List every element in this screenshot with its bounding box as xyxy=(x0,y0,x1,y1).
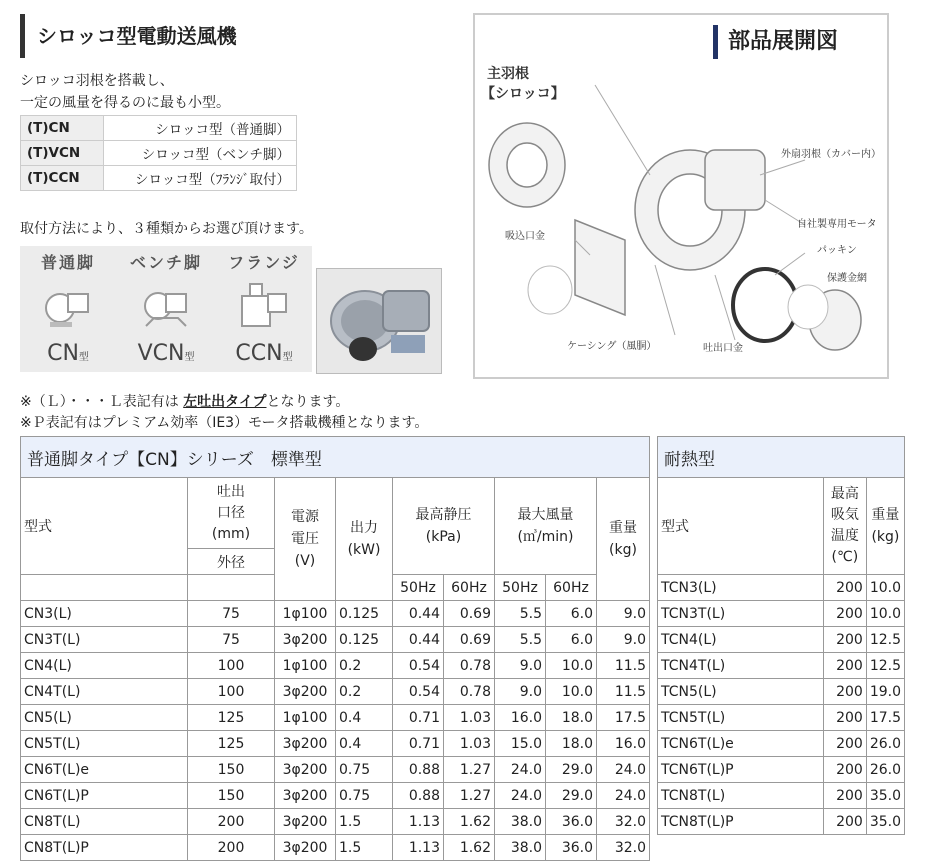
mount-code: VCN型 xyxy=(137,341,195,366)
col-model-spacer xyxy=(21,575,188,601)
spec-row xyxy=(21,835,650,861)
spec-row xyxy=(21,705,650,731)
guard-mesh-label: 保護金網 xyxy=(827,273,867,284)
cell-model: CN5(L) xyxy=(21,705,188,731)
fan-standard-leg-icon xyxy=(44,282,92,330)
cell-flow-60hz: 18.0 xyxy=(546,705,597,731)
cell-flow-50hz: 9.0 xyxy=(495,653,546,679)
cell-flow-50hz: 5.5 xyxy=(495,627,546,653)
col-weight: 重量 (kg) xyxy=(597,478,650,601)
mount-code: CCN型 xyxy=(235,341,293,366)
cell-pressure-60hz: 0.69 xyxy=(444,601,495,627)
cell-power: 1.5 xyxy=(336,835,393,861)
spec-row xyxy=(21,809,650,835)
cell-power: 1.5 xyxy=(336,809,393,835)
cell-flow-50hz: 24.0 xyxy=(495,757,546,783)
cell-voltage: 1φ100 xyxy=(275,705,336,731)
cell-flow-60hz: 10.0 xyxy=(546,653,597,679)
heat-cell-temp: 200 xyxy=(823,731,866,757)
cell-power: 0.125 xyxy=(336,627,393,653)
cell-weight: 32.0 xyxy=(597,835,650,861)
col-pressure: 最高静圧 (kPa) xyxy=(393,478,495,575)
cell-voltage: 3φ200 xyxy=(275,835,336,861)
cell-outlet: 125 xyxy=(188,731,275,757)
cell-voltage: 3φ200 xyxy=(275,627,336,653)
cell-flow-60hz: 6.0 xyxy=(546,627,597,653)
type-row xyxy=(21,141,297,166)
heat-cell-model: TCN3(L) xyxy=(658,575,824,601)
cell-flow-60hz: 29.0 xyxy=(546,757,597,783)
heat-row xyxy=(658,653,905,679)
spec-row xyxy=(21,757,650,783)
cell-flow-50hz: 38.0 xyxy=(495,809,546,835)
cell-weight: 17.5 xyxy=(597,705,650,731)
spec-row xyxy=(21,601,650,627)
heat-row xyxy=(658,575,905,601)
heat-cell-weight: 35.0 xyxy=(866,809,904,835)
heat-cell-weight: 26.0 xyxy=(866,731,904,757)
heat-cell-model: TCN6T(L)P xyxy=(658,757,824,783)
cell-power: 0.2 xyxy=(336,653,393,679)
left-outlet-link[interactable]: 左吐出タイプ xyxy=(183,394,267,410)
blower-photo-icon xyxy=(317,269,441,373)
heat-row xyxy=(658,601,905,627)
cell-pressure-60hz: 0.69 xyxy=(444,627,495,653)
col-outlet: 吐出 口径 (mm) xyxy=(188,478,275,549)
heat-cell-model: TCN5(L) xyxy=(658,679,824,705)
cell-power: 0.4 xyxy=(336,705,393,731)
cell-pressure-50hz: 0.88 xyxy=(393,783,444,809)
fan-flange-icon xyxy=(240,282,288,330)
note-premium: ※Ｐ表記有はプレミアム効率（IE3）モータ搭載機種となります。 xyxy=(20,415,429,431)
cell-outlet: 100 xyxy=(188,653,275,679)
cell-power: 0.2 xyxy=(336,679,393,705)
spec-table-title: 普通脚タイプ【CN】シリーズ 標準型 xyxy=(21,437,650,478)
type-table xyxy=(20,115,297,191)
packing-label: パッキン xyxy=(817,245,857,256)
cell-model: CN8T(L)P xyxy=(21,835,188,861)
type-desc: シロッコ型（普通脚） xyxy=(104,116,297,141)
heat-cell-temp: 200 xyxy=(823,757,866,783)
spec-table xyxy=(20,436,650,861)
motor-label: 自社製専用モータ xyxy=(797,219,877,230)
heat-row xyxy=(658,757,905,783)
heat-cell-model: TCN3T(L) xyxy=(658,601,824,627)
heat-cell-weight: 35.0 xyxy=(866,783,904,809)
type-row xyxy=(21,116,297,141)
mount-vcn xyxy=(118,246,214,372)
heat-cell-model: TCN4T(L) xyxy=(658,653,824,679)
outlet-label: 吐出口金 xyxy=(703,343,743,354)
heat-row xyxy=(658,705,905,731)
cell-outlet: 75 xyxy=(188,627,275,653)
cell-flow-50hz: 9.0 xyxy=(495,679,546,705)
cell-flow-60hz: 36.0 xyxy=(546,835,597,861)
col-model: 型式 xyxy=(21,478,188,575)
cell-weight: 11.5 xyxy=(597,653,650,679)
cell-flow-60hz: 18.0 xyxy=(546,731,597,757)
cell-pressure-50hz: 0.71 xyxy=(393,705,444,731)
cell-model: CN4(L) xyxy=(21,653,188,679)
cell-flow-60hz: 6.0 xyxy=(546,601,597,627)
col-pressure-60hz: 60Hz xyxy=(444,575,495,601)
col-flow: 最大風量 (㎥/min) xyxy=(495,478,597,575)
cell-outlet: 150 xyxy=(188,757,275,783)
cell-model: CN5T(L) xyxy=(21,731,188,757)
cell-pressure-60hz: 1.03 xyxy=(444,705,495,731)
cell-weight: 24.0 xyxy=(597,783,650,809)
cell-pressure-60hz: 0.78 xyxy=(444,679,495,705)
mount-label: ベンチ脚 xyxy=(129,253,202,272)
type-desc: シロッコ型（ﾌﾗﾝｼﾞ取付） xyxy=(104,166,297,191)
cell-model: CN8T(L) xyxy=(21,809,188,835)
heat-row xyxy=(658,809,905,835)
heat-cell-temp: 200 xyxy=(823,575,866,601)
mount-note: 取付方法により、３種類からお選び頂けます。 xyxy=(20,221,313,237)
main-impeller-label: 主羽根 xyxy=(487,66,529,82)
cell-pressure-60hz: 0.78 xyxy=(444,653,495,679)
col-outlet-sub: 外径 xyxy=(188,549,275,575)
cell-voltage: 1φ100 xyxy=(275,601,336,627)
heat-cell-temp: 200 xyxy=(823,809,866,835)
product-photo xyxy=(316,268,442,374)
type-desc: シロッコ型（ベンチ脚） xyxy=(104,141,297,166)
cell-pressure-50hz: 0.44 xyxy=(393,627,444,653)
cell-weight: 9.0 xyxy=(597,627,650,653)
cell-outlet: 200 xyxy=(188,809,275,835)
cell-flow-50hz: 15.0 xyxy=(495,731,546,757)
cell-voltage: 3φ200 xyxy=(275,731,336,757)
cell-power: 0.125 xyxy=(336,601,393,627)
cell-voltage: 3φ200 xyxy=(275,809,336,835)
note-left-outlet: ※（Ｌ）・・・Ｌ表記有は 左吐出タイプとなります。 xyxy=(20,394,350,410)
heat-col-temp: 最高 吸気 温度 (℃) xyxy=(823,478,866,575)
cell-outlet: 200 xyxy=(188,835,275,861)
col-flow-50hz: 50Hz xyxy=(495,575,546,601)
heat-table xyxy=(657,436,905,835)
mount-label: フランジ xyxy=(228,253,300,272)
cell-model: CN3(L) xyxy=(21,601,188,627)
mount-options xyxy=(20,246,312,372)
cell-flow-50hz: 5.5 xyxy=(495,601,546,627)
cell-flow-60hz: 36.0 xyxy=(546,809,597,835)
heat-cell-temp: 200 xyxy=(823,601,866,627)
cell-flow-60hz: 10.0 xyxy=(546,679,597,705)
mount-code: CN型 xyxy=(47,341,89,366)
type-code: (T)VCN xyxy=(21,141,104,166)
heat-cell-weight: 10.0 xyxy=(866,601,904,627)
heat-table-title: 耐熱型 xyxy=(658,437,905,478)
spec-row xyxy=(21,653,650,679)
heat-cell-temp: 200 xyxy=(823,653,866,679)
cell-weight: 9.0 xyxy=(597,601,650,627)
cell-pressure-60hz: 1.27 xyxy=(444,757,495,783)
intro-line-2: 一定の風量を得るのに最も小型。 xyxy=(20,95,230,111)
cell-pressure-50hz: 0.54 xyxy=(393,653,444,679)
spec-row xyxy=(21,627,650,653)
heat-cell-model: TCN4(L) xyxy=(658,627,824,653)
type-code: (T)CN xyxy=(21,116,104,141)
col-voltage: 電源 電圧 (V) xyxy=(275,478,336,601)
cell-outlet: 100 xyxy=(188,679,275,705)
cell-model: CN3T(L) xyxy=(21,627,188,653)
heat-cell-weight: 10.0 xyxy=(866,575,904,601)
fan-bench-leg-icon xyxy=(142,282,190,330)
cell-voltage: 3φ200 xyxy=(275,757,336,783)
cell-outlet: 125 xyxy=(188,705,275,731)
cell-power: 0.75 xyxy=(336,757,393,783)
cell-pressure-50hz: 1.13 xyxy=(393,835,444,861)
casing-label: ケーシング（風胴） xyxy=(567,341,657,352)
cell-pressure-50hz: 1.13 xyxy=(393,809,444,835)
heat-cell-temp: 200 xyxy=(823,679,866,705)
cell-model: CN6T(L)e xyxy=(21,757,188,783)
cell-flow-50hz: 16.0 xyxy=(495,705,546,731)
cell-pressure-50hz: 0.88 xyxy=(393,757,444,783)
col-power: 出力 (kW) xyxy=(336,478,393,601)
cell-outlet: 150 xyxy=(188,783,275,809)
heat-row xyxy=(658,627,905,653)
intro-text xyxy=(20,70,230,114)
inlet-label: 吸込口金 xyxy=(505,231,545,242)
cell-flow-60hz: 29.0 xyxy=(546,783,597,809)
heat-col-model: 型式 xyxy=(658,478,824,575)
heat-cell-weight: 26.0 xyxy=(866,757,904,783)
heat-cell-weight: 17.5 xyxy=(866,705,904,731)
heat-row xyxy=(658,783,905,809)
cell-pressure-60hz: 1.03 xyxy=(444,731,495,757)
type-code: (T)CCN xyxy=(21,166,104,191)
cell-flow-50hz: 24.0 xyxy=(495,783,546,809)
heat-cell-weight: 12.5 xyxy=(866,627,904,653)
heat-cell-temp: 200 xyxy=(823,783,866,809)
col-pressure-50hz: 50Hz xyxy=(393,575,444,601)
cell-weight: 24.0 xyxy=(597,757,650,783)
heat-cell-model: TCN8T(L) xyxy=(658,783,824,809)
spec-row xyxy=(21,783,650,809)
outer-fan-label: 外扇羽根（カバー内） xyxy=(781,149,881,160)
cell-outlet: 75 xyxy=(188,601,275,627)
spec-row xyxy=(21,731,650,757)
spec-row xyxy=(21,679,650,705)
heat-cell-model: TCN5T(L) xyxy=(658,705,824,731)
cell-model: CN6T(L)P xyxy=(21,783,188,809)
cell-voltage: 1φ100 xyxy=(275,653,336,679)
cell-pressure-60hz: 1.27 xyxy=(444,783,495,809)
cell-pressure-50hz: 0.71 xyxy=(393,731,444,757)
cell-pressure-50hz: 0.54 xyxy=(393,679,444,705)
cell-pressure-50hz: 0.44 xyxy=(393,601,444,627)
col-flow-60hz: 60Hz xyxy=(546,575,597,601)
intro-line-1: シロッコ羽根を搭載し、 xyxy=(20,73,174,89)
cell-voltage: 3φ200 xyxy=(275,679,336,705)
cell-power: 0.75 xyxy=(336,783,393,809)
page-heading: シロッコ型電動送風機 xyxy=(20,14,237,58)
cell-pressure-60hz: 1.62 xyxy=(444,809,495,835)
heat-cell-temp: 200 xyxy=(823,627,866,653)
mount-cn xyxy=(20,246,116,372)
heat-row xyxy=(658,679,905,705)
notes xyxy=(20,392,428,434)
heat-cell-weight: 19.0 xyxy=(866,679,904,705)
mount-ccn xyxy=(216,246,312,372)
cell-weight: 32.0 xyxy=(597,809,650,835)
type-row xyxy=(21,166,297,191)
mount-label: 普通脚 xyxy=(40,253,95,272)
cell-voltage: 3φ200 xyxy=(275,783,336,809)
cell-pressure-60hz: 1.62 xyxy=(444,835,495,861)
exploded-diagram xyxy=(473,13,889,379)
heat-row xyxy=(658,731,905,757)
exploded-view-icon xyxy=(475,15,887,377)
heat-cell-model: TCN8T(L)P xyxy=(658,809,824,835)
cell-weight: 11.5 xyxy=(597,679,650,705)
diagram-title: 部品展開図 xyxy=(713,25,838,59)
heat-cell-temp: 200 xyxy=(823,705,866,731)
cell-flow-50hz: 38.0 xyxy=(495,835,546,861)
cell-weight: 16.0 xyxy=(597,731,650,757)
heat-cell-model: TCN6T(L)e xyxy=(658,731,824,757)
cell-power: 0.4 xyxy=(336,731,393,757)
cell-model: CN4T(L) xyxy=(21,679,188,705)
main-impeller-type-label: 【シロッコ】 xyxy=(481,86,565,102)
col-outlet-spacer xyxy=(188,575,275,601)
heat-cell-weight: 12.5 xyxy=(866,653,904,679)
heat-col-weight: 重量 (kg) xyxy=(866,478,904,575)
